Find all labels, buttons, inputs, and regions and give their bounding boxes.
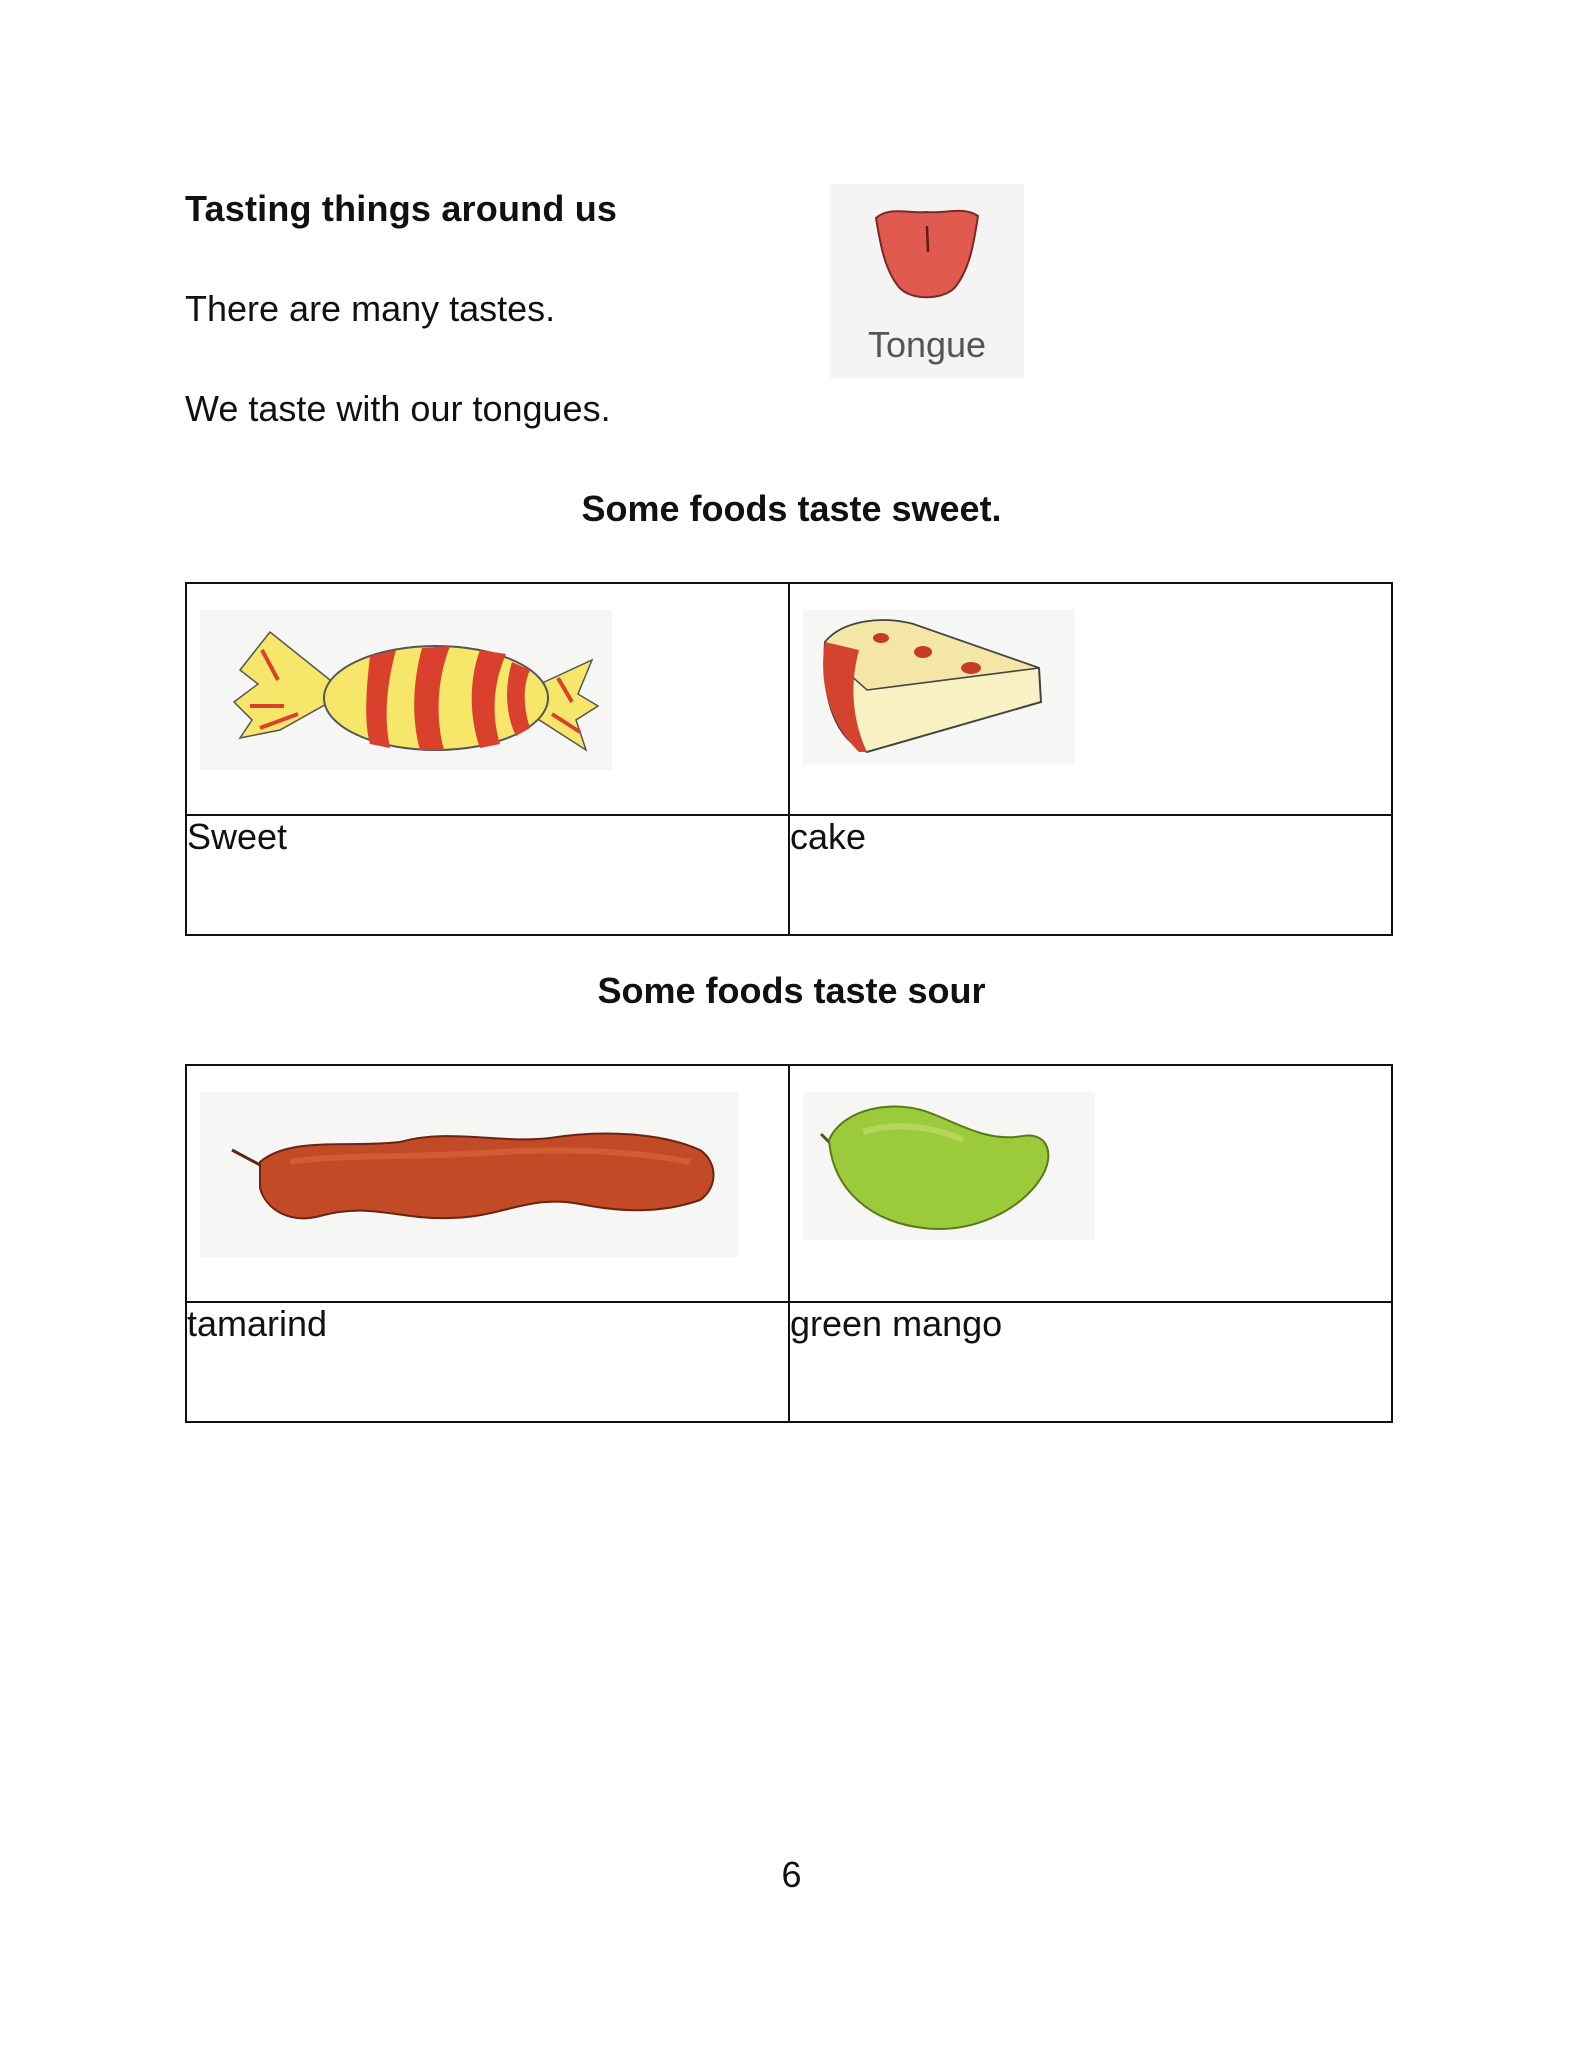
green-mango-icon (803, 1092, 1095, 1240)
green-mango-picture (803, 1092, 1095, 1240)
page-number: 6 (781, 1854, 802, 1895)
food-label-green-mango: green mango (789, 1302, 1392, 1422)
table-cell (186, 1065, 789, 1302)
table-cell (789, 1065, 1392, 1302)
tongue-icon (870, 202, 984, 314)
food-label-cake: cake (789, 815, 1392, 935)
tamarind-icon (200, 1092, 738, 1257)
sweet-section-title: Some foods taste sweet. (581, 488, 1002, 529)
sour-section-title: Some foods taste sour (597, 970, 986, 1011)
sour-foods-table (185, 1064, 1393, 1423)
intro-line-2: We taste with our tongues. (185, 388, 611, 429)
food-label-tamarind: tamarind (186, 1302, 789, 1422)
cake-picture (803, 610, 1075, 765)
tongue-illustration (830, 184, 1024, 378)
page-heading: Tasting things around us (185, 188, 618, 229)
table-cell (789, 583, 1392, 815)
candy-icon (200, 610, 612, 770)
food-label-sweet: Sweet (186, 815, 789, 935)
sweet-foods-table (185, 582, 1393, 936)
tongue-label: Tongue (867, 324, 987, 365)
table-cell (186, 583, 789, 815)
cake-icon (803, 610, 1075, 765)
candy-picture (200, 610, 612, 770)
tamarind-picture (200, 1092, 738, 1257)
intro-line-1: There are many tastes. (185, 288, 556, 329)
